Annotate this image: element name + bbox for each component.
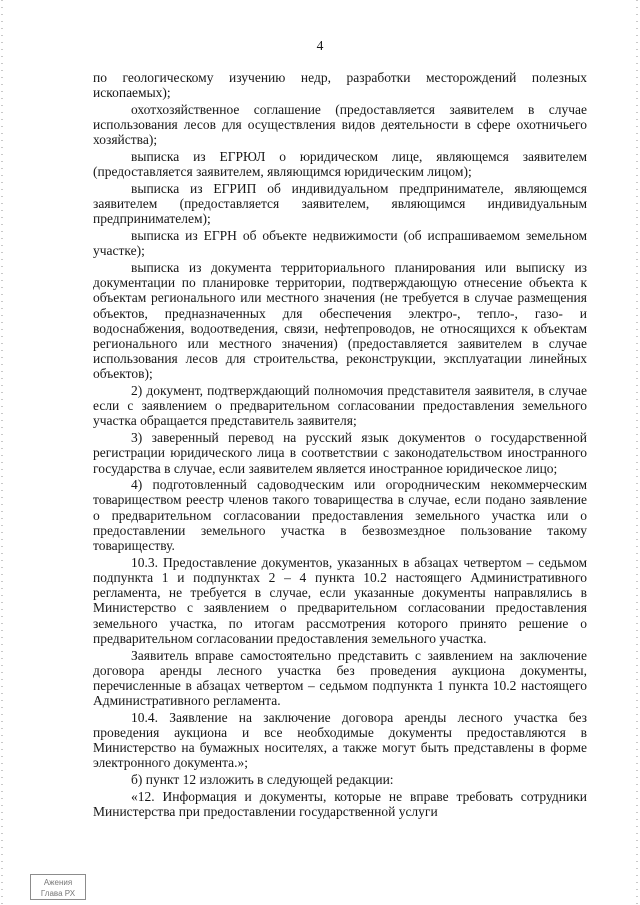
paragraph: Заявитель вправе самостоятельно представить с заявлением на заключение договора аренды лесного участка без проведения аукциона документы, перечисленные в абзацах четвертом – седьмом подпункта 1 пункта 10.2 настоящего Административного регламента. bbox=[93, 647, 587, 709]
left-edge-perforation bbox=[1, 0, 3, 905]
paragraph: выписка из документа территориального планирования или выписку из документации по планировке территории, подтверждающую отнесение объекта к объектам регионального или местного значения (не требуется в случае размещения объектов, предназначенных для обеспечения электро-, тепло-, газо- и водоснабжения, водоотведения, связи, нефтепроводов, не относящихся к объектам регионального или местного значения) (предоставляется заявителем в случае использования лесов для строительства, реконструкции, эксплуатации линейных объектов); bbox=[93, 259, 587, 382]
paragraph: выписка из ЕГРЮЛ о юридическом лице, являющемся заявителем (предоставляется заявителем, являющимся юридическим лицом); bbox=[93, 149, 587, 180]
paragraph: 2) документ, подтверждающий полномочия представителя заявителя, в случае если с заявлением о предварительном согласовании предоставления земельного участка обращается представитель заявителя; bbox=[93, 383, 587, 429]
registration-stamp bbox=[30, 874, 86, 900]
paragraph: 4) подготовленный садоводческим или огородническим некоммерческим товариществом реестр членов такого товарищества в случае, если подано заявление о предварительном согласовании предоставления земельного участка или о предоставлении земельного участка в безвозмездное пользование такому товариществу. bbox=[93, 477, 587, 554]
stamp-line: Ажения bbox=[43, 878, 73, 887]
paragraph: 10.4. Заявление на заключение договора аренды лесного участка без проведения аукциона и все необходимые документы предоставляются в Министерство на бумажных носителях, а также могут быть представлены в форме электронного документа.»; bbox=[93, 709, 587, 771]
right-edge-perforation bbox=[636, 0, 638, 905]
paragraph: выписка из ЕГРИП об индивидуальном предпринимателе, являющемся заявителем (предоставляется заявителем, являющимся индивидуальным предпринимателем); bbox=[93, 180, 587, 227]
paragraph: 10.3. Предоставление документов, указанных в абзацах четвертом – седьмом подпункта 1 и подпунктах 2 – 4 пункта 10.2 настоящего Административного регламента, не требуется в случае, если указанные документы направлялись в Министерство с заявлением о предварительном согласовании предоставления земельного участка, по итогам рассмотрения которого принято решение о предварительном согласовании предоставления земельного участка. bbox=[93, 554, 587, 646]
document-body bbox=[93, 70, 587, 821]
page-number: 4 bbox=[316, 38, 324, 53]
paragraph: «12. Информация и документы, которые не вправе требовать сотрудники Министерства при предоставлении государственной услуги bbox=[93, 788, 587, 820]
paragraph: б) пункт 12 изложить в следующей редакции: bbox=[131, 772, 394, 788]
paragraph: охотхозяйственное соглашение (предоставляется заявителем в случае использования лесов для осуществления видов деятельности в сфере охотничьего хозяйства); bbox=[93, 101, 587, 148]
paragraph: выписка из ЕГРН об объекте недвижимости (об испрашиваемом земельном участке); bbox=[93, 228, 587, 259]
paragraph: по геологическому изучению недр, разработки месторождений полезных ископаемых); bbox=[93, 70, 587, 101]
paragraph: 3) заверенный перевод на русский язык документов о государственной регистрации юридического лица в соответствии с законодательством иностранного государства в случае, если заявителем является иностранное юридическое лицо; bbox=[93, 430, 587, 476]
stamp-line: Глава РХ bbox=[40, 889, 76, 898]
